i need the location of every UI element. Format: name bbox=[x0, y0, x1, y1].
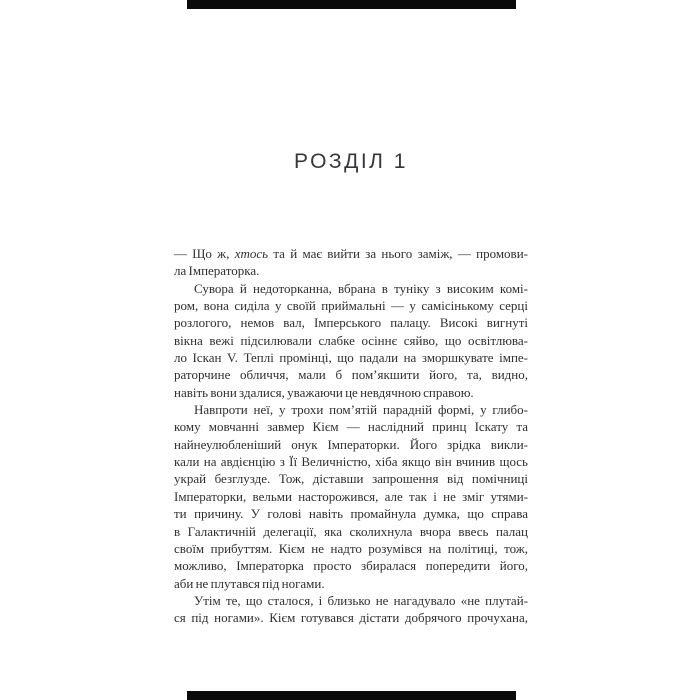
text-line: можливо, Імператорка просто збиралася попередити його, bbox=[174, 558, 528, 574]
text-line: найнеулюбленіший онук Імператорки. Його зрідка викли- bbox=[174, 436, 528, 452]
text-line: аби не плутався під ногами. bbox=[174, 575, 325, 591]
text-line: Сувора й недоторканна, вбрана в туніку з високим комі- bbox=[194, 280, 528, 296]
text-line: в Галактичній делегації, яка сколихнула вчора ввесь палац bbox=[174, 523, 528, 539]
text-line: Утім те, що сталося, і близько не нагадувало «не плутай- bbox=[194, 592, 528, 608]
text-line: вікна вежі підсилювали слабке осіннє сяйво, що освітлюва- bbox=[174, 332, 528, 348]
text-line: кали на авдієнцію з Її Величністю, хіба якщо він вчинив щось bbox=[174, 454, 528, 470]
chapter-heading: РОЗДІЛ 1 bbox=[294, 150, 408, 173]
page-text bbox=[174, 245, 528, 627]
text-line: розлогого, немов вал, Імперського палацу. Високі вигнуті bbox=[174, 315, 528, 331]
text-line: ло Іскан V. Теплі промінці, що падали на зморшкувате імпе- bbox=[174, 350, 528, 366]
text-line: навіть вони здалися, уважаючи це невдячною справою. bbox=[174, 384, 474, 400]
text-line: — Що ж, хтось та й має вийти за нього заміж, — промови- bbox=[174, 246, 528, 261]
text-line: ла Імператорка. bbox=[174, 263, 260, 279]
text-line: Навпроти неї, у трохи пом’ятій парадній формі, у глибо- bbox=[194, 402, 528, 418]
text-line: кому мовчанні завмер Кієм — наслідний принц Іскату та bbox=[174, 419, 528, 435]
text-line: украй безглузде. Тож, діставши запрошення від помічниці bbox=[174, 471, 528, 487]
text-line: ти причину. У голові навіть промайнула думка, що справа bbox=[174, 506, 528, 522]
text-line: своїм прибуттям. Кієм не надто розумівся на політиці, тож, bbox=[174, 540, 528, 556]
text-line: Імператорки, вельми насторожився, але так і не зміг утями- bbox=[174, 488, 528, 504]
text-line: раторчине обличчя, мали б пом’якшити його, та, видно, bbox=[174, 367, 528, 383]
page-edge-top bbox=[187, 0, 516, 9]
text-line: ром, вона сиділа у своїй приймальні — у самісінькому серці bbox=[174, 298, 528, 314]
page-edge-bottom bbox=[187, 691, 516, 700]
text-line: ся під ногами». Кієм готувався дістати добрячого прочухана, bbox=[174, 610, 528, 626]
